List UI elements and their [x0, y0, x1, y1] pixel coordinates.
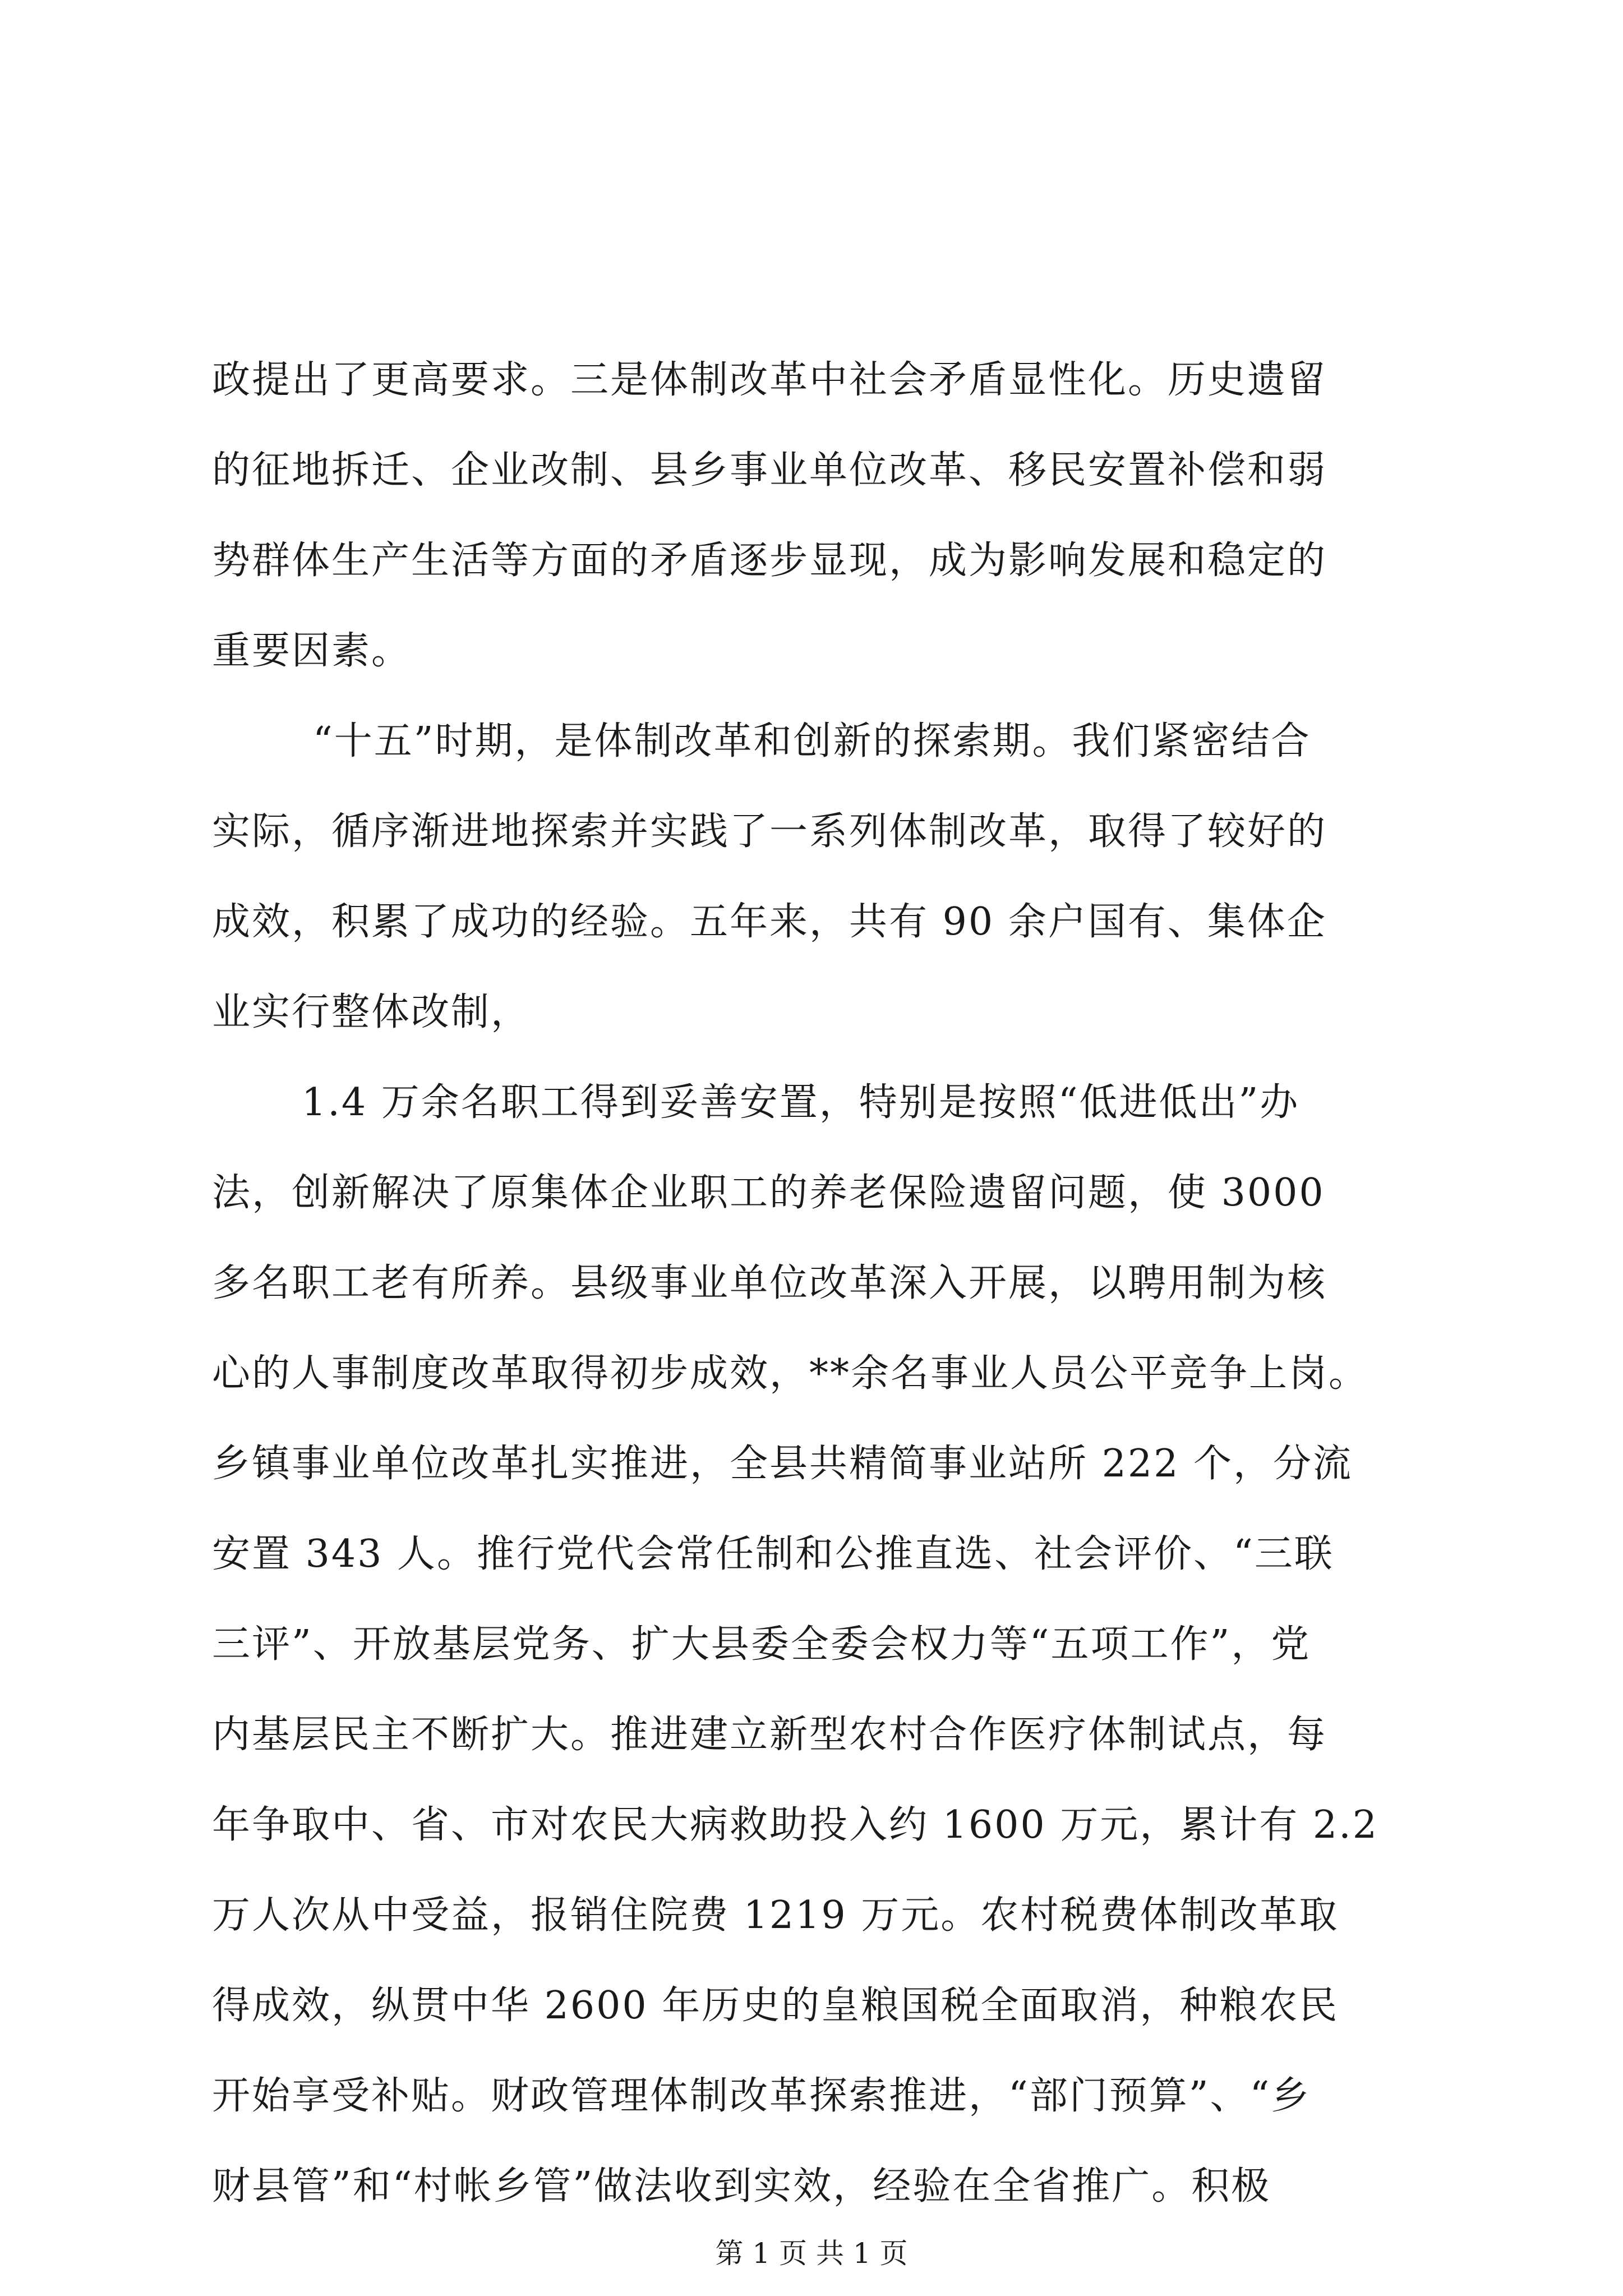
text-line-10: 法，创新解决了原集体企业职工的养老保险遗留问题，使 3000 [212, 1171, 1325, 1215]
text-line-2: 的征地拆迁、企业改制、县乡事业单位改革、移民安置补偿和弱 [212, 448, 1327, 493]
text-line-9: 1.4 万余名职工得到妥善安置，特别是按照“低进低出”办 [302, 1080, 1300, 1125]
text-line-16: 内基层民主不断扩大。推进建立新型农村合作医疗体制试点，每 [212, 1713, 1327, 1757]
text-line-14: 安置 343 人。推行党代会常任制和公推直选、社会评价、“三联 [212, 1532, 1334, 1576]
text-line-20: 开始享受补贴。财政管理体制改革探索推进，“部门预算”、“乡 [212, 2074, 1311, 2118]
text-line-13: 乡镇事业单位改革扎实推进，全县共精简事业站所 222 个，分流 [212, 1442, 1353, 1486]
text-line-1: 政提出了更高要求。三是体制改革中社会矛盾显性化。历史遗留 [212, 358, 1327, 402]
text-line-18: 万人次从中受益，报销住院费 1219 万元。农村税费体制改革取 [212, 1893, 1339, 1938]
text-line-11: 多名职工老有所养。县级事业单位改革深入开展，以聘用制为核 [212, 1261, 1327, 1305]
text-line-12: 心的人事制度改革取得初步成效，**余名事业人员公平竞争上岗。 [212, 1351, 1369, 1396]
text-line-15: 三评”、开放基层党务、扩大县委全委会权力等“五项工作”，党 [212, 1622, 1311, 1667]
page-footer: 第 1 页 共 1 页 [715, 2237, 908, 2270]
text-line-5: “十五”时期，是体制改革和创新的探索期。我们紧密结合 [313, 719, 1311, 763]
text-line-21: 财县管”和“村帐乡管”做法收到实效，经验在全省推广。积极 [212, 2164, 1271, 2208]
text-line-8: 业实行整体改制， [212, 990, 531, 1034]
text-line-6: 实际，循序渐进地探索并实践了一系列体制改革，取得了较好的 [212, 809, 1327, 854]
text-line-4: 重要因素。 [212, 629, 412, 673]
text-line-7: 成效，积累了成功的经验。五年来，共有 90 余户国有、集体企 [212, 900, 1327, 944]
text-line-17: 年争取中、省、市对农民大病救助投入约 1600 万元，累计有 2.2 [212, 1803, 1379, 1847]
text-line-3: 势群体生产生活等方面的矛盾逐步显现，成为影响发展和稳定的 [212, 539, 1327, 583]
text-line-19: 得成效，纵贯中华 2600 年历史的皇粮国税全面取消，种粮农民 [212, 1984, 1339, 2028]
